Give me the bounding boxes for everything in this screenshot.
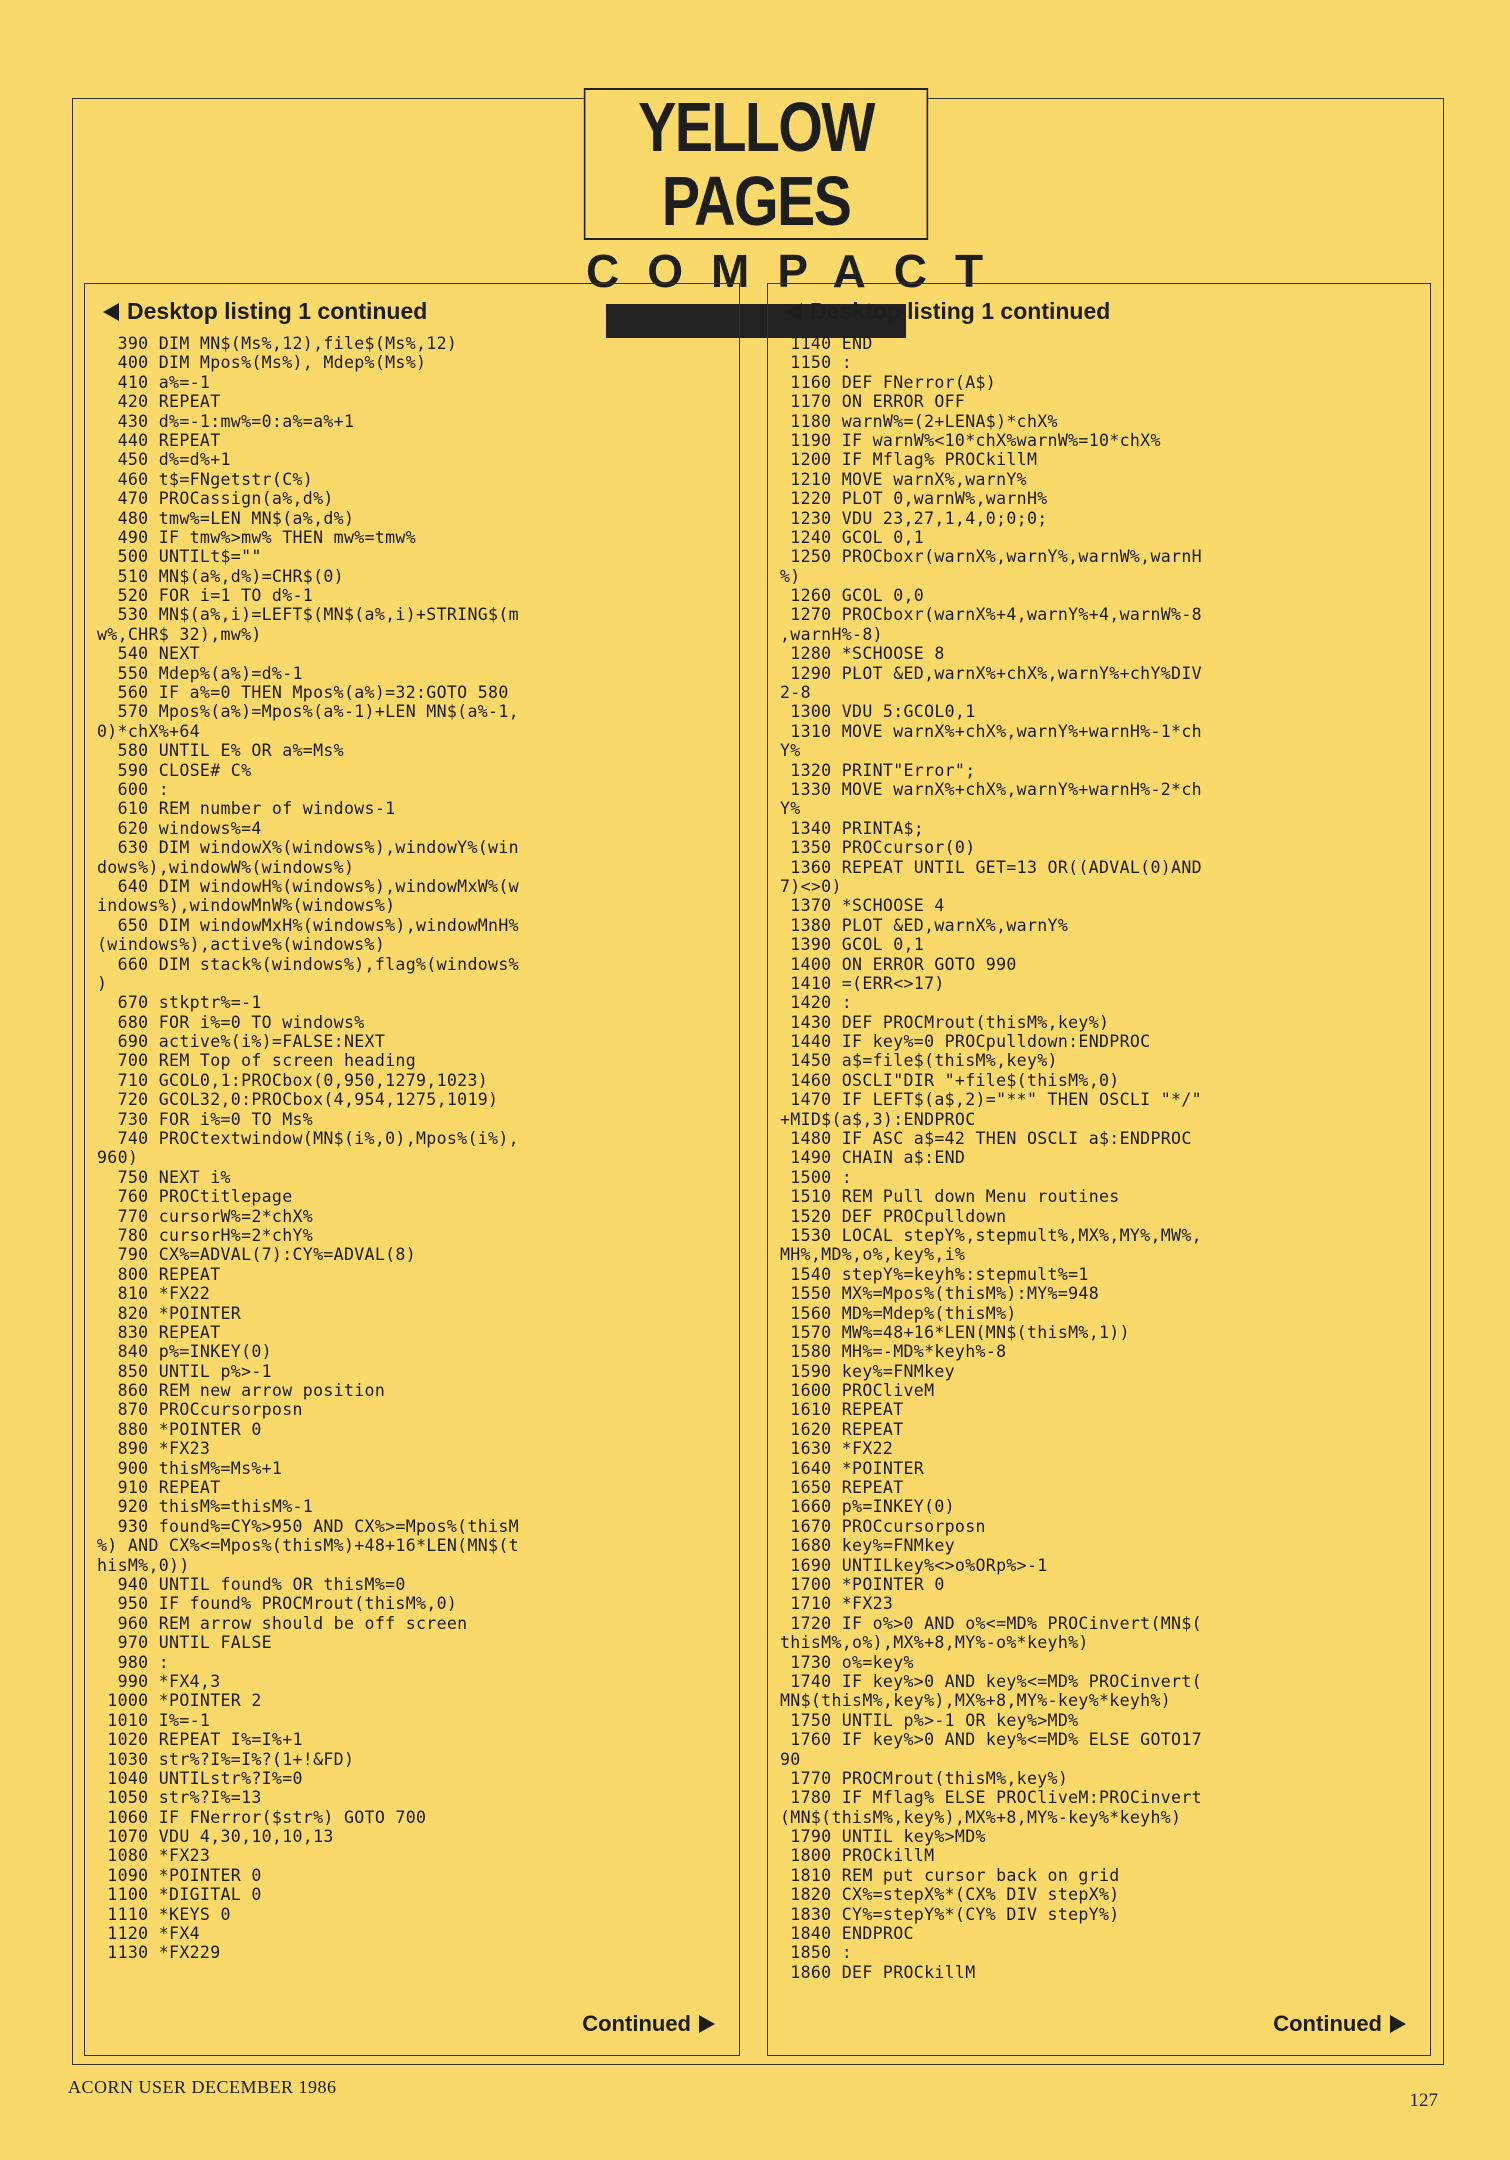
code-line: 910 REPEAT xyxy=(97,1478,221,1498)
code-line: 690 active%(i%)=FALSE:NEXT xyxy=(97,1032,386,1052)
left-arrow-icon xyxy=(786,303,802,321)
code-line: 1240 GCOL 0,1 xyxy=(780,527,925,547)
code-line: 1560 MD%=Mdep%(thisM%) xyxy=(780,1303,1017,1323)
code-line: 500 UNTILt$="" xyxy=(97,547,262,567)
magazine-footer: ACORN USER DECEMBER 1986 xyxy=(68,2077,337,2097)
code-line: 440 REPEAT xyxy=(97,430,221,450)
right-arrow-icon xyxy=(1390,2015,1406,2033)
code-line: %) AND CX%<=Mpos%(thisM%)+48+16*LEN(MN$(t xyxy=(97,1536,519,1556)
code-line: ) xyxy=(97,973,108,993)
code-line: 650 DIM windowMxH%(windows%),windowMnH% xyxy=(97,915,519,935)
code-line: 1030 str%?I%=I%?(1+!&FD) xyxy=(97,1749,355,1769)
code-line: 410 a%=-1 xyxy=(97,372,211,392)
code-line: 1050 str%?I%=13 xyxy=(97,1788,262,1808)
code-line: 1340 PRINTA$; xyxy=(780,818,925,838)
code-line: dows%),windowW%(windows%) xyxy=(97,857,355,877)
code-line: 1280 *SCHOOSE 8 xyxy=(780,644,945,664)
code-line: 1440 IF key%=0 PROCpulldown:ENDPROC xyxy=(780,1032,1151,1052)
masthead-subtitle: COMPACT xyxy=(586,245,1012,297)
code-line: 860 REM new arrow position xyxy=(97,1381,386,1401)
code-line: 1410 =(ERR<>17) xyxy=(780,973,945,993)
code-line: 880 *POINTER 0 xyxy=(97,1419,262,1439)
code-line: 700 REM Top of screen heading xyxy=(97,1051,416,1071)
code-line: 610 REM number of windows-1 xyxy=(97,799,396,819)
code-line: 1200 IF Mflag% PROCkillM xyxy=(780,450,1038,470)
left-panel-header xyxy=(85,284,739,325)
right-listing-panel xyxy=(767,283,1431,2056)
code-line: 620 windows%=4 xyxy=(97,818,262,838)
code-line: 1770 PROCMrout(thisM%,key%) xyxy=(780,1768,1069,1788)
code-line: 1180 warnW%=(2+LENA$)*chX% xyxy=(780,411,1058,431)
left-listing-panel xyxy=(84,283,740,2056)
right-arrow-icon xyxy=(699,2015,715,2033)
code-line: 1780 IF Mflag% ELSE PROCliveM:PROCinvert xyxy=(780,1788,1202,1808)
code-line: 1470 IF LEFT$(a$,2)="**" THEN OSCLI "*/" xyxy=(780,1090,1202,1110)
code-line: 450 d%=d%+1 xyxy=(97,450,231,470)
code-line: 400 DIM Mpos%(Ms%), Mdep%(Ms%) xyxy=(97,353,427,373)
code-line: 560 IF a%=0 THEN Mpos%(a%)=32:GOTO 580 xyxy=(97,683,509,703)
code-line: 1630 *FX22 xyxy=(780,1439,894,1459)
code-line: 1740 IF key%>0 AND key%<=MD% PROCinvert( xyxy=(780,1671,1202,1691)
code-line: 1800 PROCkillM xyxy=(780,1846,935,1866)
code-line: 1190 IF warnW%<10*chX%warnW%=10*chX% xyxy=(780,430,1161,450)
code-line: 670 stkptr%=-1 xyxy=(97,993,262,1013)
code-line: 1760 IF key%>0 AND key%<=MD% ELSE GOTO17 xyxy=(780,1730,1202,1750)
code-line: MH%,MD%,o%,key%,i% xyxy=(780,1245,966,1265)
code-line: 840 p%=INKEY(0) xyxy=(97,1342,272,1362)
code-line: 1350 PROCcursor(0) xyxy=(780,838,976,858)
code-line: 1450 a$=file$(thisM%,key%) xyxy=(780,1051,1058,1071)
code-line: 520 FOR i=1 TO d%-1 xyxy=(97,586,314,606)
code-line: 1530 LOCAL stepY%,stepmult%,MX%,MY%,MW%, xyxy=(780,1225,1202,1245)
code-line: w%,CHR$ 32),mw%) xyxy=(97,624,262,644)
right-continued xyxy=(1273,2011,1406,2037)
code-line: 7)<>0) xyxy=(780,876,842,896)
code-line: 1300 VDU 5:GCOL0,1 xyxy=(780,702,976,722)
masthead-title: YELLOW PAGES xyxy=(584,88,928,240)
code-line: (MN$(thisM%,key%),MX%+8,MY%-key%*keyh%) xyxy=(780,1807,1182,1827)
code-line: hisM%,0)) xyxy=(97,1555,190,1575)
code-line: 640 DIM windowH%(windows%),windowMxW%(w xyxy=(97,876,519,896)
code-line: (windows%),active%(windows%) xyxy=(97,935,386,955)
page-number: 127 xyxy=(1409,2090,1438,2111)
code-line: 930 found%=CY%>950 AND CX%>=Mpos%(thisM xyxy=(97,1516,519,1536)
code-line: 1810 REM put cursor back on grid xyxy=(780,1865,1120,1885)
code-line: 1490 CHAIN a$:END xyxy=(780,1148,966,1168)
code-line: 1140 END xyxy=(780,334,873,353)
code-line: 540 NEXT xyxy=(97,644,200,664)
code-line: 1040 UNTILstr%?I%=0 xyxy=(97,1768,303,1788)
code-line: 1680 key%=FNMkey xyxy=(780,1536,955,1556)
code-line: 1520 DEF PROCpulldown xyxy=(780,1206,1007,1226)
right-panel-header xyxy=(768,284,1430,325)
code-line: 1420 : xyxy=(780,993,853,1013)
code-line: 780 cursorH%=2*chY% xyxy=(97,1225,314,1245)
code-line: 1570 MW%=48+16*LEN(MN$(thisM%,1)) xyxy=(780,1322,1130,1342)
code-line: 1790 UNTIL key%>MD% xyxy=(780,1827,986,1847)
code-line: 460 t$=FNgetstr(C%) xyxy=(97,469,314,489)
code-line: 1580 MH%=-MD%*keyh%-8 xyxy=(780,1342,1007,1362)
code-line: 1650 REPEAT xyxy=(780,1478,904,1498)
code-line: 850 UNTIL p%>-1 xyxy=(97,1361,272,1381)
code-line: 1220 PLOT 0,warnW%,warnH% xyxy=(780,489,1048,509)
code-line: 1320 PRINT"Error"; xyxy=(780,760,976,780)
code-line: 490 IF tmw%>mw% THEN mw%=tmw% xyxy=(97,527,416,547)
code-line: 980 : xyxy=(97,1652,170,1672)
code-line: 1830 CY%=stepY%*(CY% DIV stepY%) xyxy=(780,1904,1120,1924)
code-line: 1660 p%=INKEY(0) xyxy=(780,1497,955,1517)
code-line: 1100 *DIGITAL 0 xyxy=(97,1885,262,1905)
code-line: 830 REPEAT xyxy=(97,1322,221,1342)
code-line: 90 xyxy=(780,1749,801,1769)
left-continued-label: Continued xyxy=(582,2011,691,2036)
code-line: 1120 *FX4 xyxy=(97,1924,200,1944)
code-line: 990 *FX4,3 xyxy=(97,1671,221,1691)
code-line: 430 d%=-1:mw%=0:a%=a%+1 xyxy=(97,411,355,431)
code-line: 1110 *KEYS 0 xyxy=(97,1904,231,1924)
code-line: 390 DIM MN$(Ms%,12),file$(Ms%,12) xyxy=(97,334,458,353)
code-line: 1360 REPEAT UNTIL GET=13 OR((ADVAL(0)AND xyxy=(780,857,1202,877)
code-line: 1600 PROCliveM xyxy=(780,1381,935,1401)
code-line: MN$(thisM%,key%),MX%+8,MY%-key%*keyh%) xyxy=(780,1691,1172,1711)
code-line: 570 Mpos%(a%)=Mpos%(a%-1)+LEN MN$(a%-1, xyxy=(97,702,519,722)
code-line: 1270 PROCboxr(warnX%+4,warnY%+4,warnW%-8 xyxy=(780,605,1202,625)
code-line: 1150 : xyxy=(780,353,853,373)
code-line: 1710 *FX23 xyxy=(780,1594,894,1614)
code-line: 1020 REPEAT I%=I%+1 xyxy=(97,1730,303,1750)
code-line: 1860 DEF PROCkillM xyxy=(780,1962,976,1982)
code-line: 970 UNTIL FALSE xyxy=(97,1633,272,1653)
code-line: +MID$(a$,3):ENDPROC xyxy=(780,1109,976,1129)
code-line: 740 PROCtextwindow(MN$(i%,0),Mpos%(i%), xyxy=(97,1129,519,1149)
code-line: 1090 *POINTER 0 xyxy=(97,1865,262,1885)
code-line: 920 thisM%=thisM%-1 xyxy=(97,1497,314,1517)
code-line: 1230 VDU 23,27,1,4,0;0;0; xyxy=(780,508,1048,528)
code-line: 1610 REPEAT xyxy=(780,1400,904,1420)
code-line: Y% xyxy=(780,799,801,819)
code-line: 1370 *SCHOOSE 4 xyxy=(780,896,945,916)
code-line: 900 thisM%=Ms%+1 xyxy=(97,1458,283,1478)
code-line: thisM%,o%),MX%+8,MY%-o%*keyh%) xyxy=(780,1633,1089,1653)
code-line: 1130 *FX229 xyxy=(97,1943,221,1963)
code-line: 1730 o%=key% xyxy=(780,1652,914,1672)
code-line: 730 FOR i%=0 TO Ms% xyxy=(97,1109,314,1129)
code-line: 1620 REPEAT xyxy=(780,1419,904,1439)
code-line: 510 MN$(a%,d%)=CHR$(0) xyxy=(97,566,344,586)
code-line: 1750 UNTIL p%>-1 OR key%>MD% xyxy=(780,1710,1079,1730)
code-line: 680 FOR i%=0 TO windows% xyxy=(97,1012,365,1032)
code-line: 790 CX%=ADVAL(7):CY%=ADVAL(8) xyxy=(97,1245,416,1265)
code-line: 1540 stepY%=keyh%:stepmult%=1 xyxy=(780,1264,1089,1284)
code-line: 600 : xyxy=(97,779,170,799)
code-line: 1210 MOVE warnX%,warnY% xyxy=(780,469,1027,489)
code-line: 750 NEXT i% xyxy=(97,1167,231,1187)
code-line: 800 REPEAT xyxy=(97,1264,221,1284)
code-line: 1400 ON ERROR GOTO 990 xyxy=(780,954,1017,974)
left-code-listing xyxy=(97,334,731,1963)
code-line: 760 PROCtitlepage xyxy=(97,1187,293,1207)
left-continued xyxy=(582,2011,715,2037)
code-line: 590 CLOSE# C% xyxy=(97,760,252,780)
code-line: 1390 GCOL 0,1 xyxy=(780,935,925,955)
code-line: 0)*chX%+64 xyxy=(97,721,200,741)
code-line: 2-8 xyxy=(780,683,811,703)
code-line: 1690 UNTILkey%<>o%ORp%>-1 xyxy=(780,1555,1048,1575)
code-line: 1010 I%=-1 xyxy=(97,1710,211,1730)
code-line: 1260 GCOL 0,0 xyxy=(780,586,925,606)
code-line: 870 PROCcursorposn xyxy=(97,1400,303,1420)
code-line: 1700 *POINTER 0 xyxy=(780,1575,945,1594)
code-line: 1060 IF FNerror($str%) GOTO 700 xyxy=(97,1807,427,1827)
code-line: 810 *FX22 xyxy=(97,1284,211,1304)
code-line: 1160 DEF FNerror(A$) xyxy=(780,372,997,392)
code-line: %) xyxy=(780,566,801,586)
code-line: 420 REPEAT xyxy=(97,392,221,412)
code-line: 1850 : xyxy=(780,1943,853,1963)
code-line: 960) xyxy=(97,1148,139,1168)
code-line: 940 UNTIL found% OR thisM%=0 xyxy=(97,1575,406,1594)
right-continued-label: Continued xyxy=(1273,2011,1382,2036)
code-line: 1590 key%=FNMkey xyxy=(780,1361,955,1381)
code-line: 1330 MOVE warnX%+chX%,warnY%+warnH%-2*ch xyxy=(780,779,1202,799)
left-arrow-icon xyxy=(103,303,119,321)
code-line: 660 DIM stack%(windows%),flag%(windows% xyxy=(97,954,519,974)
right-panel-title: Desktop listing 1 continued xyxy=(810,298,1111,324)
code-line: 1820 CX%=stepX%*(CX% DIV stepX%) xyxy=(780,1885,1120,1905)
code-line: 1510 REM Pull down Menu routines xyxy=(780,1187,1120,1207)
code-line: 1000 *POINTER 2 xyxy=(97,1691,262,1711)
code-line: 1640 *POINTER xyxy=(780,1458,925,1478)
left-panel-title: Desktop listing 1 continued xyxy=(127,298,428,324)
code-line: 1080 *FX23 xyxy=(97,1846,211,1866)
code-line: 960 REM arrow should be off screen xyxy=(97,1613,468,1633)
code-line: 770 cursorW%=2*chX% xyxy=(97,1206,314,1226)
code-line: ,warnH%-8) xyxy=(780,624,883,644)
code-line: 1670 PROCcursorposn xyxy=(780,1516,986,1536)
code-line: 1290 PLOT &ED,warnX%+chX%,warnY%+chY%DIV xyxy=(780,663,1202,683)
code-line: 1380 PLOT &ED,warnX%,warnY% xyxy=(780,915,1069,935)
code-line: 1460 OSCLI"DIR "+file$(thisM%,0) xyxy=(780,1070,1120,1090)
code-line: 630 DIM windowX%(windows%),windowY%(win xyxy=(97,838,519,858)
code-line: 1720 IF o%>0 AND o%<=MD% PROCinvert(MN$( xyxy=(780,1613,1202,1633)
code-line: 580 UNTIL E% OR a%=Ms% xyxy=(97,741,344,761)
code-line: Y% xyxy=(780,741,801,761)
code-line: 1430 DEF PROCMrout(thisM%,key%) xyxy=(780,1012,1110,1032)
code-line: 950 IF found% PROCMrout(thisM%,0) xyxy=(97,1594,458,1614)
code-line: 1170 ON ERROR OFF xyxy=(780,392,966,412)
code-line: indows%),windowMnW%(windows%) xyxy=(97,896,396,916)
code-line: 1550 MX%=Mpos%(thisM%):MY%=948 xyxy=(780,1284,1099,1304)
code-line: 890 *FX23 xyxy=(97,1439,211,1459)
code-line: 720 GCOL32,0:PROCbox(4,954,1275,1019) xyxy=(97,1090,499,1110)
code-line: 1070 VDU 4,30,10,10,13 xyxy=(97,1827,334,1847)
code-line: 530 MN$(a%,i)=LEFT$(MN$(a%,i)+STRING$(m xyxy=(97,605,519,625)
code-line: 470 PROCassign(a%,d%) xyxy=(97,489,334,509)
code-line: 1840 ENDPROC xyxy=(780,1924,914,1944)
code-line: 550 Mdep%(a%)=d%-1 xyxy=(97,663,303,683)
code-line: 820 *POINTER xyxy=(97,1303,242,1323)
code-line: 1480 IF ASC a$=42 THEN OSCLI a$:ENDPROC xyxy=(780,1129,1192,1149)
code-line: 710 GCOL0,1:PROCbox(0,950,1279,1023) xyxy=(97,1070,489,1090)
code-line: 1310 MOVE warnX%+chX%,warnY%+warnH%-1*ch xyxy=(780,721,1202,741)
code-line: 1500 : xyxy=(780,1167,853,1187)
code-line: 1250 PROCboxr(warnX%,warnY%,warnW%,warnH xyxy=(780,547,1202,567)
right-code-listing xyxy=(780,334,1422,1982)
code-line: 480 tmw%=LEN MN$(a%,d%) xyxy=(97,508,355,528)
